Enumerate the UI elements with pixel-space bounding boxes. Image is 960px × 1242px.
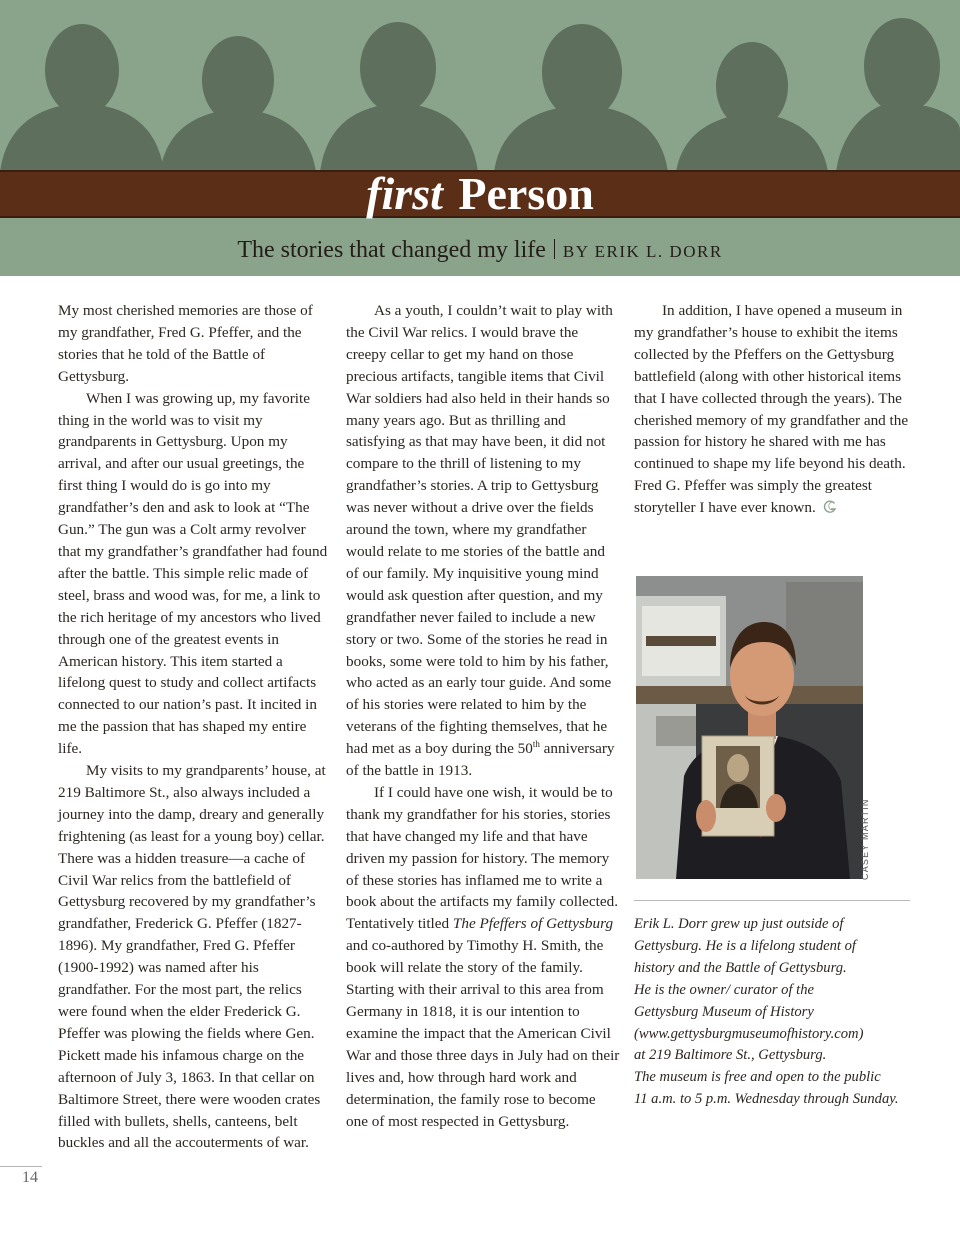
paragraph: My visits to my grandparents’ house, at 219 Baltimore St., also always included a journey into the damp, dreary and generally frightening (as least for a young boy) cellar. There was a hidden treasure—a cache of Civil War relics from the battlefield of Gettysburg recovered by my grandfather’s grandfather, Frederick G. Pfeffer (1827-1896). My grandfather, Fred G. Pfeffer (1900-1992) was named after his grandfather. For the most part, the relics were found when the elder Frederick G. Pfeffer was plowing the fields where Gen. Pickett made his infamous charge on the afternoon of July 3, 1863. In that cellar on Baltimore Street, there were wooden crates filled with bullets, shells, canteens, belt buckles and all the accouterments of war. (58, 762, 326, 1152)
book-title: The Pfeffers of Gettysburg (452, 915, 614, 933)
author-photo-illustration (636, 576, 863, 879)
caption-line: history and the Battle of Gettysburg. (634, 959, 847, 976)
paragraph-text: As a youth, I couldn’t wait to play with the Civil War relics. I would brave the creepy cellar to get my hand on those precious artifacts, tangible items that Civil War soldiers had also held in their hands so many years ago. But as thrilling and satisfying as that may have been, it did not compare to the thrill of listening to my grandfather’s stories. A trip to Gettysburg was never without a drive over the fields around the town, where my grandfather would relate to me stories of the battle and of our family. My inquisitive young mind would ask question after question, and my grandfather never failed to include a new story or two. Some of the stories he read in books, some were told to him by his father, who acted as an early tour guide. And some of his stories were related to him by the veterans of the fighting themselves, that he had met as a boy during the 50 (346, 302, 613, 758)
superscript: th (532, 739, 540, 750)
paragraph-text: and co-authored by Timothy H. Smith, the book will relate the story of the family. Starting with their arrival to this area from Germany in 1818, it is our intention to examine the impact that the American Civil War and those three days in July had on their lives and, how through hard work and determination, the family rose to become one of most respected in Gettysburg. (346, 937, 620, 1130)
silhouette-6 (836, 18, 960, 172)
paragraph-text: anniversary of the battle in 1913. (346, 740, 615, 780)
author-bio-caption (634, 914, 924, 1111)
audience-silhouettes-illustration (0, 0, 960, 172)
article-subtitle (0, 234, 960, 268)
article-column-3 (634, 300, 910, 519)
title-main: Person (458, 168, 594, 219)
caption-line: at 219 Baltimore St., Gettysburg. (634, 1047, 827, 1064)
magazine-end-mark-icon (822, 499, 838, 515)
section-title (0, 166, 960, 222)
paragraph-text: If I could have one wish, it would be to thank my grandfather for his stories, stories that have changed my life and that have driven my passion for history. The memory of these stories has inflamed me to write a book about the artifacts my family collected. Tentatively titled (346, 783, 619, 933)
silhouette-3 (320, 22, 478, 172)
subtitle-divider (554, 239, 555, 259)
paragraph: When I was growing up, my favorite thing in the world was to visit my grandparents in Gettysburg. Upon my arrival, and after our usual greetings, the first thing I would do is go into my grandfather’s den and ask to look at “The Gun.” The gun was a Colt army revolver that my grandfather’s grandfather had found after the battle. This simple relic made of steel, brass and wood was, for me, a link to the rich heritage of my ancestors who lived through one of the greatest events in American history. This item started a lifelong quest to study and collect artifacts connected to our nation’s past. It incited in me the passion that has shaped my entire life. (58, 389, 328, 758)
caption-line: (www.gettysburgmuseumofhistory.com) (634, 1025, 864, 1042)
silhouette-4 (494, 24, 668, 172)
silhouette-1 (0, 24, 164, 172)
paragraph (346, 300, 620, 782)
subtitle-text: The stories that changed my life (237, 237, 546, 263)
paragraph (346, 782, 620, 1133)
byline: BY ERIK L. DORR (562, 242, 723, 261)
article-column-1 (58, 300, 332, 1154)
page-number: 14 (22, 1169, 38, 1186)
silhouette-2 (160, 36, 316, 172)
page-number-rule (0, 1166, 42, 1167)
caption-line: Erik L. Dorr grew up just outside of (634, 916, 844, 932)
silhouette-5 (676, 42, 828, 172)
paragraph: My most cherished memories are those of my grandfather, Fred G. Pfeffer, and the stories that he told of the Battle of Gettysburg. (58, 302, 313, 385)
title-italic: first (366, 168, 443, 219)
caption-line: 11 a.m. to 5 p.m. Wednesday through Sunday. (634, 1091, 899, 1108)
paragraph (634, 300, 910, 519)
caption-line: He is the owner/ curator of the (634, 981, 814, 998)
author-photo (636, 576, 863, 879)
caption-line: The museum is free and open to the public (634, 1069, 881, 1086)
caption-divider (634, 900, 910, 901)
article-column-2 (346, 300, 620, 1132)
caption-line: Gettysburg. He is a lifelong student of (634, 937, 856, 954)
paragraph-text: In addition, I have opened a museum in my grandfather’s house to exhibit the items collected by the Pfeffers on the Gettysburg battlefield (along with other historical items that I have collected through the years). The cherished memory of my grandfather and the passion for history he shared with me has continued to shape my life beyond his death. Fred G. Pfeffer was simply the greatest storyteller I have ever known. (634, 302, 909, 517)
photo-credit: CASEY MARTIN (860, 798, 870, 880)
caption-line: Gettysburg Museum of History (634, 1003, 814, 1020)
page-header (0, 0, 960, 276)
